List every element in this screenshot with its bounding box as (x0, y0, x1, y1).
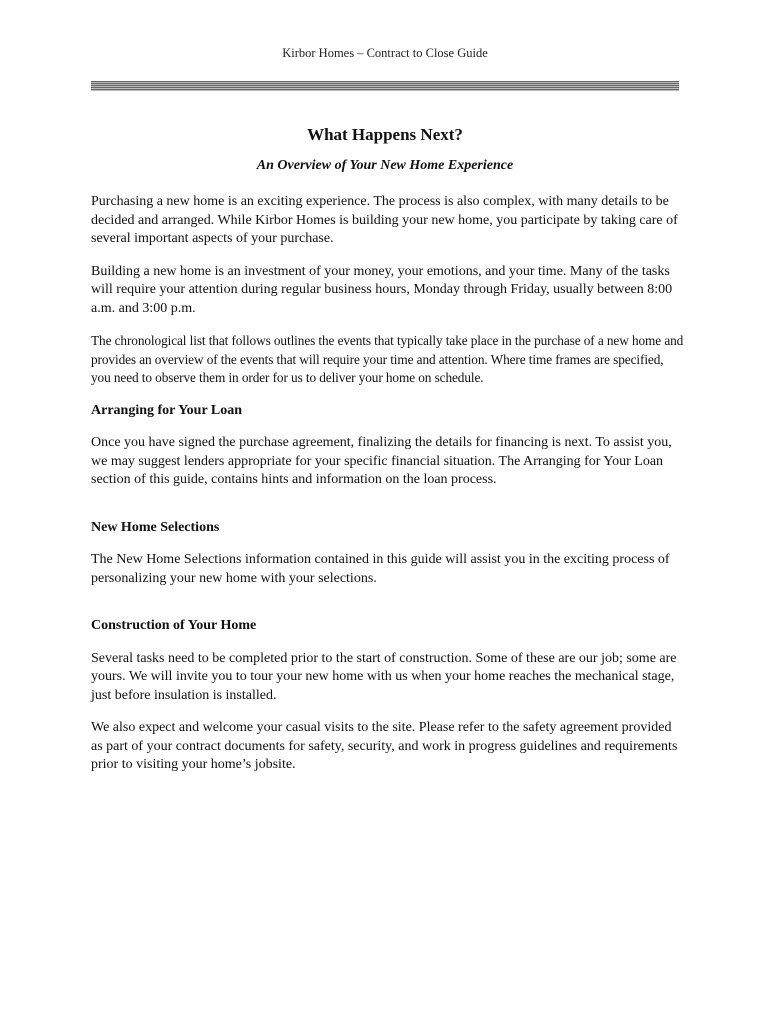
header-divider (91, 81, 679, 91)
intro-paragraph-1: Purchasing a new home is an exciting experience. The process is also complex, with many details to be decided and arranged. While Kirbor Homes is building your new home, you participate by taking care of several important aspects of your purchase. (91, 194, 678, 246)
intro-paragraph-3: The chronological list that follows outlines the events that typically take place in the purchase of a new home and provides an overview of the events that will require your time and attention. Where time frames are specified, you need to observe them in order for us to deliver your home on schedule. (91, 333, 684, 385)
page-title: What Happens Next? (307, 125, 463, 144)
page-subtitle: An Overview of Your New Home Experience (256, 158, 514, 173)
document-body (91, 193, 685, 789)
spacer (91, 602, 685, 617)
intro-paragraph-2: Building a new home is an investment of your money, your emotions, and your time. Many of the tasks will require your attention during regular business hours, Monday through Friday, usually between 8:00 a.m. and 3:00 p.m. (91, 263, 673, 316)
section-heading-construction: Construction of Your Home (91, 618, 257, 633)
running-header: Kirbor Homes – Contract to Close Guide (282, 46, 488, 60)
spacer (91, 504, 685, 519)
section-construction-paragraph-2: We also expect and welcome your casual visits to the site. Please refer to the safety agreement provided as part of your contract documents for safety, security, and work in progress guidelines and requirements prior to visiting your home’s jobsite. (91, 720, 678, 772)
section-loan-paragraph: Once you have signed the purchase agreement, finalizing the details for financing is next. To assist you, we may suggest lenders appropriate for your specific financial situation. The Arranging for Your Loan section of this guide, contains hints and information on the loan process. (91, 435, 672, 487)
section-heading-selections: New Home Selections (91, 519, 220, 535)
section-selections-paragraph: The New Home Selections information contained in this guide will assist you in the exciting process of personalizing your new home with your selections. (91, 552, 670, 586)
section-heading-loan: Arranging for Your Loan (91, 402, 243, 418)
section-construction-paragraph-1: Several tasks need to be completed prior to the start of construction. Some of these are our job; some are yours. We will invite you to tour your new home with us when your home reaches the mechanical stage, just before insulation is installed. (91, 650, 677, 703)
